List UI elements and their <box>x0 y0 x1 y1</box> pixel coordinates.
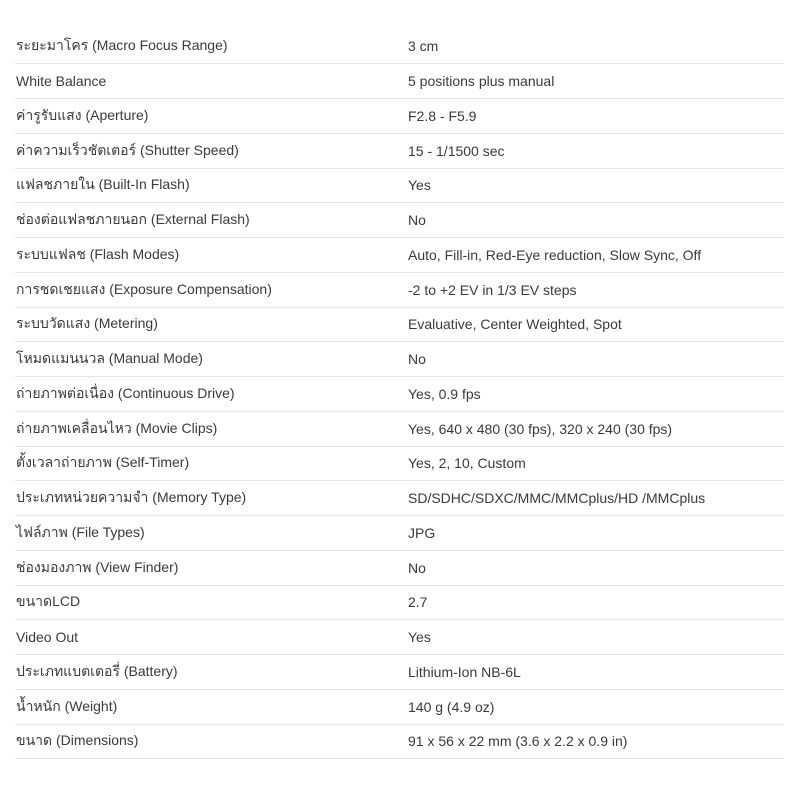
spec-label: ไฟล์ภาพ (File Types) <box>16 523 145 540</box>
spec-value: Evaluative, Center Weighted, Spot <box>408 316 622 333</box>
spec-value: Yes, 0.9 fps <box>408 385 481 402</box>
spec-label: การชดเชยแสง (Exposure Compensation) <box>16 280 272 297</box>
spec-row <box>15 238 784 273</box>
spec-row <box>15 655 784 690</box>
spec-label: ประเภทหน่วยความจำ (Memory Type) <box>16 489 247 506</box>
spec-row <box>15 620 784 655</box>
spec-row <box>15 585 784 620</box>
spec-row <box>15 64 784 99</box>
spec-value: Auto, Fill-in, Red-Eye reduction, Slow Sync, Off <box>408 246 702 263</box>
spec-label: ถ่ายภาพเคลื่อนไหว (Movie Clips) <box>16 419 218 436</box>
spec-label: ระยะมาโคร (Macro Focus Range) <box>16 37 228 54</box>
spec-row <box>15 307 784 342</box>
spec-label: ขนาดLCD <box>16 593 81 610</box>
spec-row <box>15 516 784 551</box>
spec-label: ช่องมองภาพ (View Finder) <box>16 558 179 575</box>
spec-row <box>15 689 784 724</box>
spec-label: White Balance <box>16 73 107 90</box>
spec-label: ตั้งเวลาถ่ายภาพ (Self-Timer) <box>16 454 190 471</box>
spec-label: ช่องต่อแฟลชภายนอก (External Flash) <box>16 211 250 228</box>
spec-label: ระบบแฟลช (Flash Modes) <box>16 245 180 262</box>
spec-row <box>15 411 784 446</box>
spec-row <box>15 133 784 168</box>
spec-label: ประเภทแบตเตอรี่ (Battery) <box>16 662 178 679</box>
spec-table <box>15 29 784 759</box>
spec-value: Yes <box>408 177 431 194</box>
spec-row <box>15 272 784 307</box>
spec-value: -2 to +2 EV in 1/3 EV steps <box>408 281 577 298</box>
spec-label: โหมดแมนนวล (Manual Mode) <box>16 350 203 367</box>
spec-value: Yes, 2, 10, Custom <box>408 455 526 472</box>
spec-value: 15 - 1/1500 sec <box>408 142 505 159</box>
spec-value: No <box>408 212 426 229</box>
spec-row <box>15 481 784 516</box>
spec-row <box>15 29 784 64</box>
spec-label: ค่าความเร็วชัตเตอร์ (Shutter Speed) <box>16 141 239 158</box>
spec-value: F2.8 - F5.9 <box>408 107 477 124</box>
spec-label: Video Out <box>16 629 79 646</box>
spec-value: No <box>408 559 426 576</box>
spec-value: 3 cm <box>408 38 439 55</box>
spec-label: ถ่ายภาพต่อเนื่อง (Continuous Drive) <box>16 384 235 401</box>
spec-row <box>15 724 784 759</box>
spec-row <box>15 550 784 585</box>
spec-row <box>15 342 784 377</box>
spec-value: 2.7 <box>408 594 428 611</box>
spec-value: 5 positions plus manual <box>408 73 555 90</box>
spec-table-body <box>15 29 784 759</box>
spec-label: ขนาด (Dimensions) <box>16 732 139 749</box>
spec-label: น้ำหนัก (Weight) <box>16 697 118 714</box>
spec-value: Yes <box>408 629 431 646</box>
spec-row <box>15 446 784 481</box>
spec-value: 140 g (4.9 oz) <box>408 698 495 715</box>
spec-value: No <box>408 351 426 368</box>
spec-row <box>15 99 784 134</box>
spec-row <box>15 203 784 238</box>
spec-value: Yes, 640 x 480 (30 fps), 320 x 240 (30 fps) <box>408 420 673 437</box>
spec-value: JPG <box>408 524 436 541</box>
spec-label: แฟลชภายใน (Built-In Flash) <box>16 176 190 193</box>
spec-value: SD/SDHC/SDXC/MMC/MMCplus/HD /MMCplus <box>408 490 706 507</box>
spec-value: 91 x 56 x 22 mm (3.6 x 2.2 x 0.9 in) <box>408 733 628 750</box>
spec-label: ค่ารูรับแสง (Aperture) <box>16 106 149 123</box>
spec-row <box>15 377 784 412</box>
spec-label: ระบบวัดแสง (Metering) <box>16 315 158 332</box>
spec-value: Lithium-Ion NB-6L <box>408 663 521 680</box>
spec-row <box>15 168 784 203</box>
